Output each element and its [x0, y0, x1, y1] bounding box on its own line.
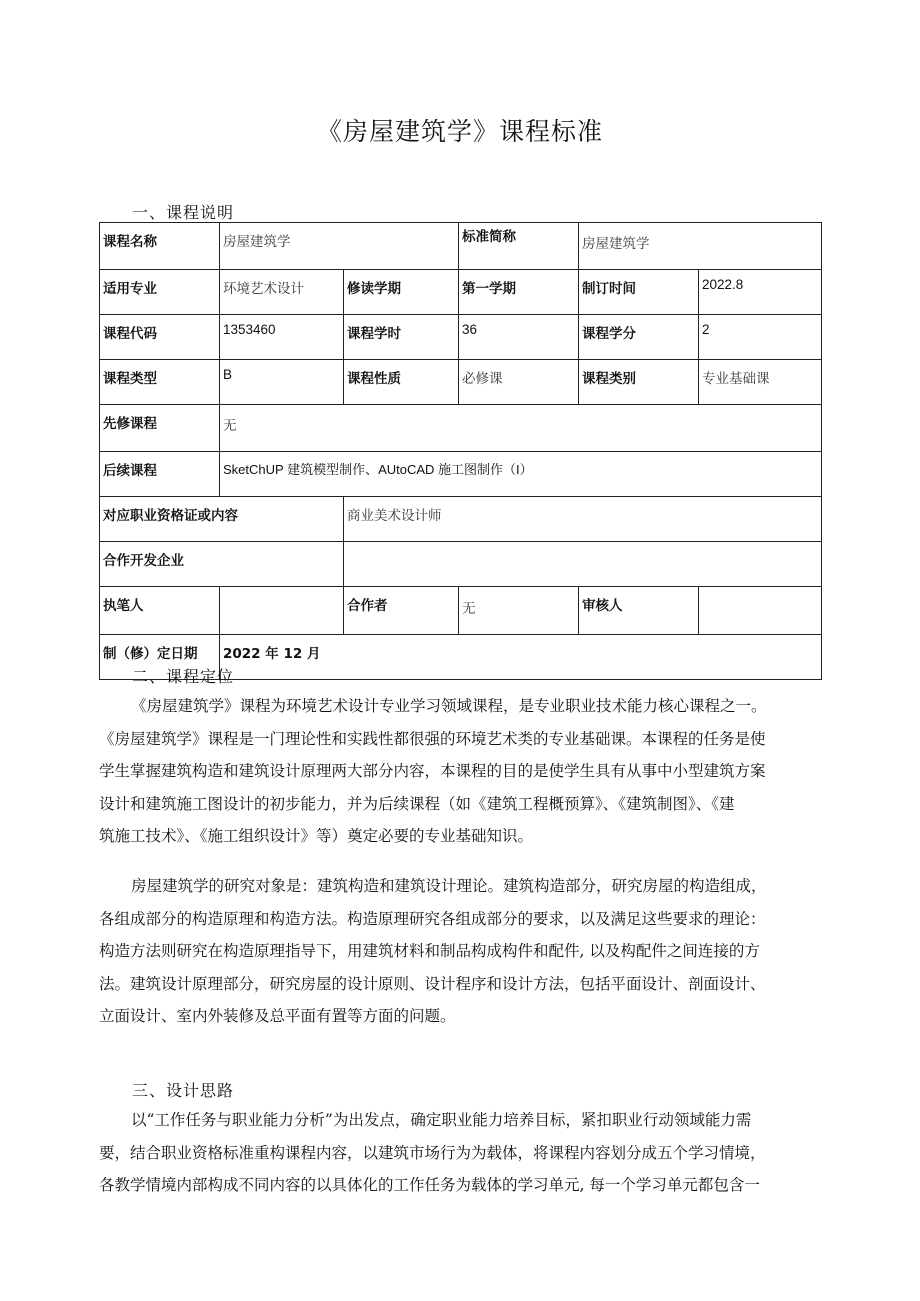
partner-label: 合作开发企业 [100, 542, 344, 587]
paragraph-line: 《房屋建筑学》课程是一门理论性和实践性都很强的环境艺术类的专业基础课。本课程的任务是使 [99, 729, 766, 748]
nature-label: 课程性质 [344, 360, 459, 405]
paragraph-line: 各教学情境内部构成不同内容的以具体化的工作任务为载体的学习单元, 每一个学习单元都包含一 [99, 1176, 760, 1194]
paragraph-line: 筑施工技术》、《施工组织设计》等）奠定必要的专业基础知识。 [99, 827, 534, 845]
page-title: 《房屋建筑学》课程标准 [316, 117, 603, 146]
revise-label: 制（修）定日期 [100, 635, 220, 680]
paragraph-course-positioning [99, 690, 821, 853]
course-info-table [99, 222, 822, 680]
section-heading-course-description: 一、课程说明 [132, 203, 235, 222]
cert-label: 对应职业资格证或内容 [100, 497, 344, 542]
partner-value [344, 542, 822, 587]
short-name-value: 房屋建筑学 [579, 223, 822, 270]
table-row [100, 452, 822, 497]
revise-value: 2022 年 12 月 [220, 635, 822, 680]
term-value: 第一学期 [459, 270, 579, 315]
paragraph-line: 设计和建筑施工图设计的初步能力，并为后续课程（如《建筑工程概预算》、《建筑制图》、《建 [99, 794, 735, 813]
table-row [100, 405, 822, 452]
table-row [100, 542, 822, 587]
writer-label: 执笔人 [100, 587, 220, 635]
type-label: 课程类型 [100, 360, 220, 405]
term-label: 修读学期 [344, 270, 459, 315]
reviewer-value [699, 587, 822, 635]
collab-label: 合作者 [344, 587, 459, 635]
paragraph-line: 以“工作任务与职业能力分析”为出发点，确定职业能力培养目标，紧扣职业行动领域能力需 [131, 1111, 752, 1129]
hours-label: 课程学时 [344, 315, 459, 360]
date-label: 制订时间 [579, 270, 699, 315]
major-value: 环境艺术设计 [220, 270, 344, 315]
table-row [100, 270, 822, 315]
paragraph-line: 各组成部分的构造原理和构造方法。构造原理研究各组成部分的要求，以及满足这些要求的理论： [99, 909, 766, 928]
table-row [100, 497, 822, 542]
cert-value: 商业美术设计师 [344, 497, 822, 542]
paragraph-line: 构造方法则研究在构造原理指导下，用建筑材料和制品构成构件和配件, 以及构配件之间连接的方 [99, 942, 760, 960]
reviewer-label: 审核人 [579, 587, 699, 635]
table-row [100, 360, 822, 405]
paragraph-line: 学生掌握建筑构造和建筑设计原理两大部分内容，本课程的目的是使学生具有从事中小型建筑方案 [99, 762, 766, 780]
major-label: 适用专业 [100, 270, 220, 315]
paragraph-line: 要，结合职业资格标准重构课程内容，以建筑市场行为为载体，将课程内容划分成五个学习情境， [99, 1143, 766, 1162]
credit-label: 课程学分 [579, 315, 699, 360]
paragraph-design-thinking [99, 1104, 821, 1202]
course-name-label: 课程名称 [100, 223, 220, 270]
paragraph-line: 《房屋建筑学》课程为环境艺术设计专业学习领域课程，是专业职业技术能力核心课程之一。 [131, 697, 767, 715]
table-row [100, 223, 822, 270]
credit-value: 2 [699, 315, 822, 360]
table-row [100, 587, 822, 635]
follow-label: 后续课程 [100, 452, 220, 497]
category-value: 专业基础课 [699, 360, 822, 405]
writer-value [220, 587, 344, 635]
prereq-label: 先修课程 [100, 405, 220, 452]
prereq-value: 无 [220, 405, 822, 452]
nature-value: 必修课 [459, 360, 579, 405]
date-value: 2022.8 [699, 270, 822, 315]
paragraph-line: 立面设计、室内外装修及总平面有置等方面的问题。 [99, 1007, 456, 1025]
short-name-label: 标准简称 [459, 223, 579, 270]
follow-value: SketChUP 建筑模型制作、AUtoCAD 施工图制作（I） [220, 452, 822, 497]
paragraph-line: 法。建筑设计原理部分，研究房屋的设计原则、设计程序和设计方法，包括平面设计、剖面设计、 [99, 974, 766, 993]
table-row [100, 315, 822, 360]
paragraph-line: 房屋建筑学的研究对象是：建筑构造和建筑设计理论。建筑构造部分，研究房屋的构造组成， [131, 877, 767, 895]
category-label: 课程类别 [579, 360, 699, 405]
type-value: B [220, 360, 344, 405]
hours-value: 36 [459, 315, 579, 360]
section-heading-course-positioning: 二、课程定位 [132, 667, 235, 686]
code-value: 1353460 [220, 315, 344, 360]
paragraph-research-object [99, 870, 821, 1033]
course-name-value: 房屋建筑学 [220, 223, 459, 270]
section-heading-design-thinking: 三、设计思路 [132, 1081, 235, 1100]
code-label: 课程代码 [100, 315, 220, 360]
collab-value: 无 [459, 587, 579, 635]
